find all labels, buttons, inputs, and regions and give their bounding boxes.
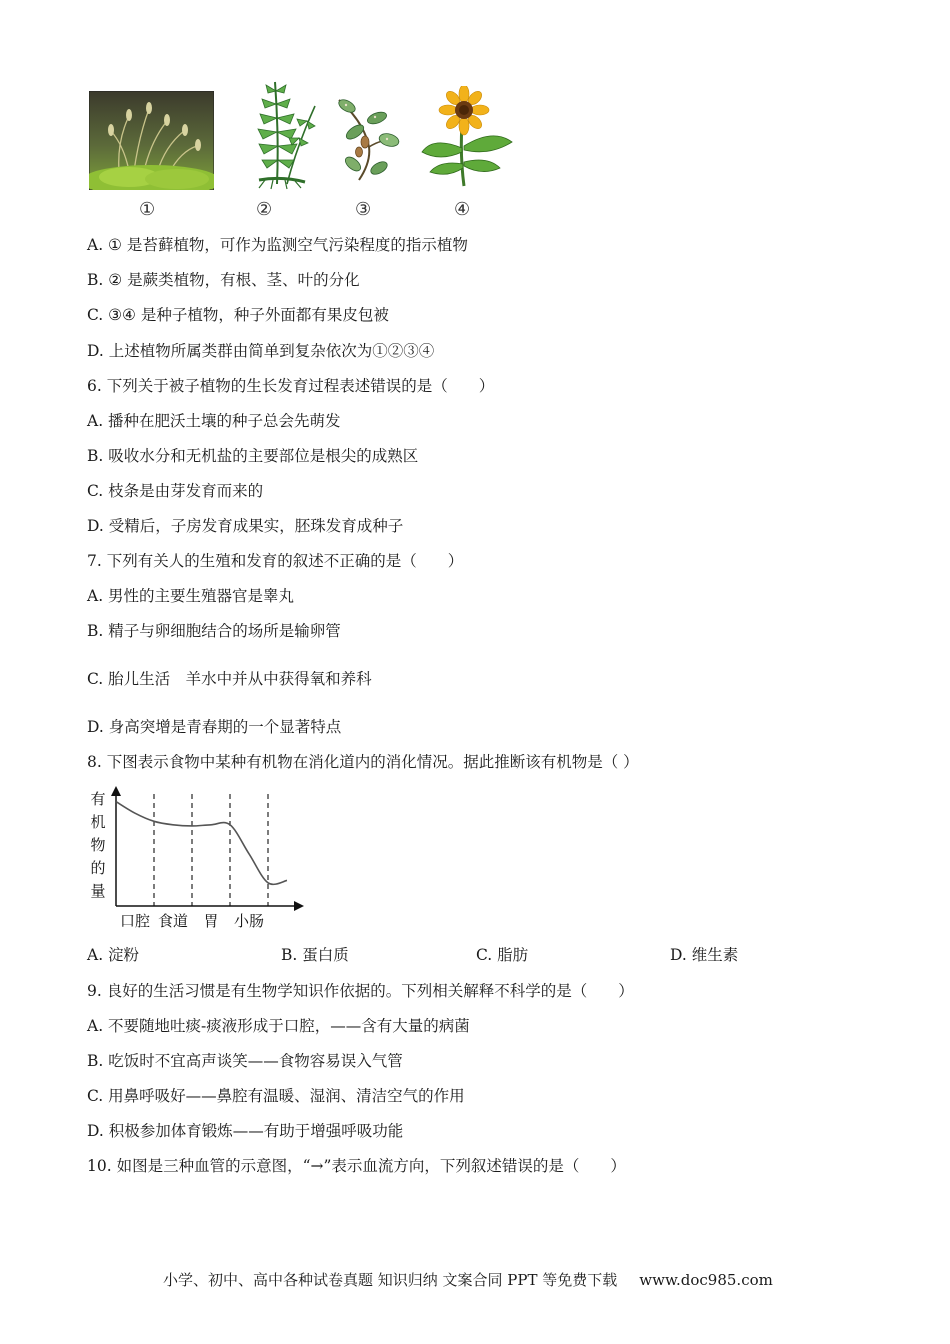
seed-plant-drawing xyxy=(329,92,403,185)
page-footer xyxy=(163,1269,773,1290)
q9-option-b: B. 吃饭时不宜高声谈笑——食物容易误入气管 xyxy=(87,1052,403,1070)
sunflower-icon xyxy=(418,86,516,188)
q8-option-d: D. 维生素 xyxy=(670,946,739,964)
q7-option-a: A. 男性的主要生殖器官是睾丸 xyxy=(87,587,295,605)
digestion-curve xyxy=(116,802,287,885)
q10-stem: 10. 如图是三种血管的示意图，“→”表示血流方向，下列叙述错误的是（ ） xyxy=(87,1157,626,1175)
digestion-chart xyxy=(86,782,316,932)
q5-option-b: B. ② 是蕨类植物，有根、茎、叶的分化 xyxy=(87,271,360,289)
y-axis-arrow xyxy=(111,786,121,796)
plant-label-1: ① xyxy=(139,199,156,220)
footer-text: 小学、初中、高中各种试卷真题 知识归纳 文案合同 PPT 等免费下载 xyxy=(163,1271,618,1289)
x-section-label: 小肠 xyxy=(233,912,265,930)
fern-drawing xyxy=(237,76,323,192)
q5-option-c: C. ③④ 是种子植物，种子外面都有果皮包被 xyxy=(87,306,389,324)
chart-ylabel xyxy=(90,790,105,900)
q8-option-a: A. 淀粉 xyxy=(87,946,140,964)
q7-option-c: C. 胎儿生活 羊水中并从中获得氧和养科 xyxy=(87,670,372,688)
fern-icon xyxy=(237,76,323,192)
q6-option-d: D. 受精后，子房发育成果实，胚珠发育成种子 xyxy=(87,517,404,535)
q9-option-a: A. 不要随地吐痰-痰液形成于口腔，——含有大量的病菌 xyxy=(87,1017,470,1035)
plant-label-3: ③ xyxy=(355,199,372,220)
seed-plant-icon xyxy=(329,92,403,185)
q5-option-d: D. 上述植物所属类群由简单到复杂依次为①②③④ xyxy=(87,342,435,360)
q7-option-b: B. 精子与卵细胞结合的场所是输卵管 xyxy=(87,622,341,640)
x-axis-arrow xyxy=(294,901,304,911)
q8-stem: 8. 下图表示食物中某种有机物在消化道内的消化情况。据此推断该有机物是（ ） xyxy=(87,753,639,771)
q8-option-c: C. 脂肪 xyxy=(476,946,529,964)
q9-option-c: C. 用鼻呼吸好——鼻腔有温暖、湿润、清洁空气的作用 xyxy=(87,1087,465,1105)
q8-option-b: B. 蛋白质 xyxy=(281,946,349,964)
x-section-label: 胃 xyxy=(203,912,219,930)
q7-stem: 7. 下列有关人的生殖和发育的叙述不正确的是（ ） xyxy=(87,552,464,570)
q6-option-a: A. 播种在肥沃土壤的种子总会先萌发 xyxy=(87,412,341,430)
plant-label-2: ② xyxy=(256,199,273,220)
q7-option-d: D. 身高突增是青春期的一个显著特点 xyxy=(87,718,342,736)
sunflower-drawing xyxy=(418,86,516,188)
plant-label-4: ④ xyxy=(454,199,471,220)
q6-option-b: B. 吸收水分和无机盐的主要部位是根尖的成熟区 xyxy=(87,447,419,465)
footer-site-link[interactable]: www.doc985.com xyxy=(639,1271,773,1289)
q5-option-a: A. ① 是苔藓植物，可作为监测空气污染程度的指示植物 xyxy=(87,236,468,254)
moss-photo xyxy=(89,91,214,190)
x-section-label: 口腔 xyxy=(119,912,151,930)
chart-ylabel-text: 有机物的量 xyxy=(90,790,106,900)
q9-option-d: D. 积极参加体育锻炼——有助于增强呼吸功能 xyxy=(87,1122,404,1140)
q6-stem: 6. 下列关于被子植物的生长发育过程表述错误的是（ ） xyxy=(87,377,495,395)
q9-stem: 9. 良好的生活习惯是有生物学知识作依据的。下列相关解释不科学的是（ ） xyxy=(87,982,634,1000)
q6-option-c: C. 枝条是由芽发育而来的 xyxy=(87,482,264,500)
moss-icon xyxy=(89,91,214,190)
x-section-label: 食道 xyxy=(157,912,189,930)
